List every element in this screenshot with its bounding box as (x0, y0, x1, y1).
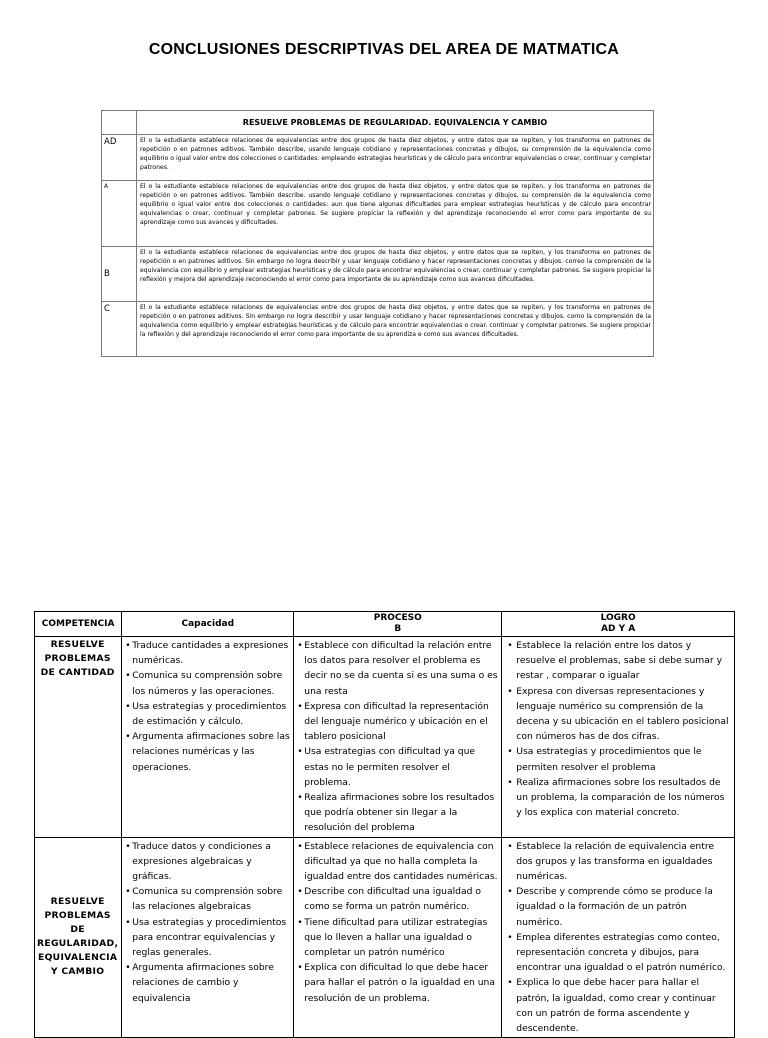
competencia-line: REGULARIDAD, (37, 938, 119, 950)
level-description: El o la estudiante establece relaciones de equivalencias entre dos grupos de hasta diez objetos, y entre datos que se repiten, y los transforma en patrones de repetición o en patrones aditivos. También describe, usando lenguaje cotidiano y representaciones concretas y dibujos, su comprensión de la equivalencia como equilibrio o igual valor entre dos colecciones o cantidades: empleando estrategias heurísticas y de cálculo para encontrar equivalencias o crear, continuar y completar patrones. (137, 135, 654, 181)
level-label: B (102, 247, 137, 302)
list-item: • Expresa con dificultad la representación del lenguaje numérico y ubicación en el tablero posicional (296, 699, 498, 745)
list-item: • Usa estrategias y procedimientos para encontrar equivalencias y reglas generales. (124, 915, 290, 961)
header-proceso-title: PROCESO (373, 613, 422, 623)
level-description: El o la estudiante establece relaciones de equivalencias entre dos grupos de hasta diez objetos, y entre datos que se repiten, y los transforma en patrones de repetición o en patrones aditivos. También describe. usando lenguaje cotidiano y representaciones concretas y dibujos, su comprensión de la equivalencia como equilibrio o igual valor entre dos colecciones o cantidades: aun que tiene algunas dificultades para emplear estrategias heurísticas y de cálculo para encontrar equivalencias o crear, continuar y completar patrones. Se sugiere propiciar la reflexión y del aprendizaje reconociendo el error como para importante de su aprendizaje como sus avances y dificultades. (137, 181, 654, 247)
competencia-line: PROBLEMAS (44, 910, 111, 922)
header-logro (502, 612, 735, 637)
competencia-cell (35, 837, 122, 1038)
list-item: • Traduce datos y condiciones a expresiones algebraicas y gráficas. (124, 839, 290, 885)
header-competencia: COMPETENCIA (35, 612, 122, 637)
page-title: CONCLUSIONES DESCRIPTIVAS DEL AREA DE MATMATICA (148, 41, 620, 58)
list-item: • Explica con dificultad lo que debe hacer para hallar el patrón o la igualdad en una resolución de un problema. (296, 960, 498, 1006)
list-item: • Tiene dificultad para utilizar estrategias que lo lleven a hallar una igualdad o completar un patrón numérico (296, 915, 498, 961)
list-item: • Describe con dificultad una igualdad o como se forma un patrón numérico. (296, 884, 498, 914)
header-proceso-level: B (394, 624, 402, 634)
competencia-line: EQUIVALENCIA (38, 952, 118, 964)
header-logro-title: LOGRO (600, 613, 636, 623)
list-item: • Usa estrategias y procedimientos que le permiten resolver el problema (504, 744, 731, 774)
competencia-line: PROBLEMAS (44, 653, 111, 664)
list-item: • Realiza afirmaciones sobre los resultados que podría obtener sin llegar a la resolución del problema (296, 790, 498, 836)
table-row (35, 837, 735, 1038)
list-item: • Usa estrategias con dificultad ya que estas no le permiten resolver el problema. (296, 744, 498, 790)
list-item: • Argumenta afirmaciones sobre las relaciones numéricas y las operaciones. (124, 729, 290, 775)
list-item: • Explica lo que debe hacer para hallar el patrón, la igualdad, como crear y continuar con un patrón de forma ascendente y descendente. (504, 975, 731, 1036)
level-description: El o la estudiante establece relaciones de equivalencias entre dos grupos de hasta diez objetos, y entre datos que se repiten, y los transforma en patrones de repetición o en patrones aditivos. Sin embargo no logra describir y usar lenguaje cotidiano y hacer representaciones concretas y dibujos. corno la comprensión de la equivalencia como equilibrio y emplear estrategias heurísticas y de cálculo para encontrar equivalencias o crear. continuar y completar patrones. Se sugiere propiciar la reflexión y del aprendizaje reconociendo el error como para importante de su aprendiza e como sus avances dificultades. (137, 302, 654, 357)
list-item: • Establece la relación de equivalencia entre dos grupos y las transforma en igualdades numéricas. (504, 839, 731, 885)
list-item: • Establece con dificultad la relación entre los datos para resolver el problema es decir no se da cuenta si es una suma o es una resta (296, 638, 498, 699)
competencia-line: RESUELVE (50, 896, 105, 908)
list-item: • Argumenta afirmaciones sobre relaciones de cambio y equivalencia (124, 960, 290, 1006)
proceso-cell (294, 637, 502, 838)
capacidad-cell (122, 637, 294, 838)
proceso-cell (294, 837, 502, 1038)
capacidad-cell (122, 837, 294, 1038)
list-item: • Emplea diferentes estrategias como conteo, representación concreta y dibujos, para encontrar una igualdad o el patrón numérico. (504, 930, 731, 976)
list-item: • Realiza afirmaciones sobre los resultados de un problema, la comparación de los números y los explica con material concreto. (504, 775, 731, 821)
level-description: El o la estudiante establece relaciones de equivalencias entre dos grupos de hasta diez objetos, y entre datos que se repiten, y los transforma en patrones de repetición o en patrones aditivos. Sin embargo no logra describir y usar lenguaje cotidiano y hacer representaciones concretas y dibujos. correo la comprensión de la equivalencia con equilibrio y emplear estrategias heurísticas y de cálculo para encontrar equivalencias o crear, continuar y completar patrones. Se sugiere propiciar la reflexión y mejora del aprendizaje reconociendo el error como para importante de su aprendizaje corno sus avances dificultades. (137, 247, 654, 302)
logro-cell (502, 637, 735, 838)
competency-table (34, 611, 735, 1038)
header-capacidad: Capacidad (122, 612, 294, 637)
list-item: • Comunica su comprensión sobre los números y las operaciones. (124, 668, 290, 698)
logro-cell (502, 837, 735, 1038)
list-item: • Comunica su comprensión sobre las relaciones algebraicas (124, 884, 290, 914)
level-label: A (102, 181, 137, 247)
list-item: • Establece relaciones de equivalencia con dificultad ya que no halla completa la igualdad entre dos cantidades numéricas. (296, 839, 498, 885)
descriptive-conclusions-table (101, 110, 654, 357)
competencia-line: DE CANTIDAD (40, 667, 115, 678)
table-row (35, 637, 735, 838)
list-item: • Expresa con diversas representaciones y lenguaje numérico su comprensión de la decena y su ubicación en el tablero posicional con números has de dos cifras. (504, 684, 731, 745)
list-item: • Describe y comprende cómo se produce la igualdad o la formación de un patrón numérico. (504, 884, 731, 930)
table-header: RESUELVE PROBLEMAS DE REGULARIDAD. EQUIVALENCIA Y CAMBIO (137, 111, 654, 135)
competencia-line: RESUELVE (50, 639, 105, 650)
list-item: • Usa estrategias y procedimientos de estimación y cálculo. (124, 699, 290, 729)
list-item: • Establece la relación entre los datos y resuelve el problemas, sabe si debe sumar y restar , comparar o igualar (504, 638, 731, 684)
header-empty-cell (102, 111, 137, 135)
level-label: C (102, 302, 137, 357)
level-label: AD (102, 135, 137, 181)
competencia-line: DE (70, 924, 85, 936)
header-logro-level: AD Y A (601, 624, 636, 634)
competencia-cell (35, 637, 122, 838)
competencia-line: Y CAMBIO (50, 966, 105, 978)
list-item: • Traduce cantidades a expresiones numéricas. (124, 638, 290, 668)
header-proceso (294, 612, 502, 637)
